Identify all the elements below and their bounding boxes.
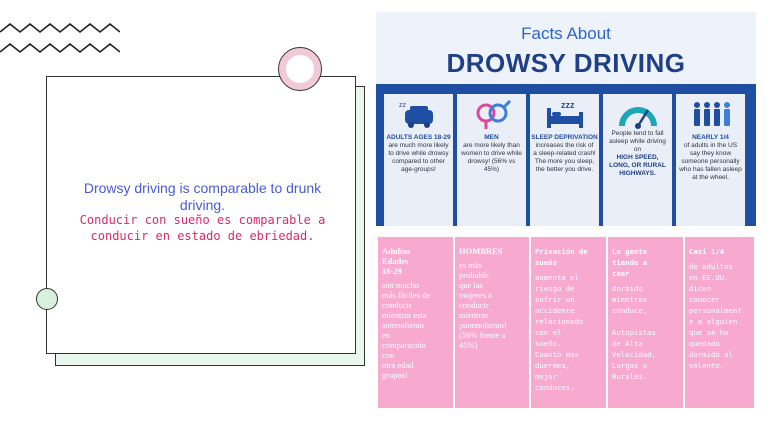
infographic-header bbox=[376, 12, 756, 84]
tile-title: SLEEP DEPRIVATION bbox=[531, 134, 598, 141]
bed-icon bbox=[543, 98, 587, 130]
speedometer-icon bbox=[616, 98, 660, 130]
circle-decoration bbox=[36, 288, 58, 310]
table-column bbox=[531, 237, 606, 408]
spanish-translation-table bbox=[378, 237, 754, 408]
spanish-text: Conducir con sueño es comparable a conducir en estado de ebriedad. bbox=[79, 213, 326, 243]
infographic-tile bbox=[603, 94, 672, 226]
tile-text: are more likely than women to drive while drowsy! (56% vs 45%) bbox=[461, 142, 522, 173]
column-heading: HOMBRES bbox=[459, 246, 503, 256]
column-heading: Casi 1/4 bbox=[689, 247, 725, 256]
table-column bbox=[378, 237, 453, 408]
svg-text:zzz: zzz bbox=[560, 100, 574, 110]
tile-title: MEN bbox=[484, 134, 499, 141]
column-heading: La gente tiende a caer bbox=[612, 247, 648, 278]
infographic-title: DROWSY DRIVING bbox=[446, 48, 686, 78]
sleeping-car-icon bbox=[397, 98, 441, 130]
infographic-tile bbox=[530, 94, 599, 226]
tile-title: ADULTS AGES 18-29 bbox=[386, 134, 451, 141]
column-body: son mucho más fáciles de conducir mientras esta somnoliento en comparación con otra edad grupos! bbox=[382, 280, 431, 380]
tile-text: increases the risk of a sleep-related crash! The more you sleep, the better you drive. bbox=[533, 142, 596, 173]
tile-title: NEARLY 1/4 bbox=[692, 134, 729, 141]
drowsy-driving-infographic bbox=[376, 12, 756, 226]
tile-text: are much more likely to drive while drowsy compared to other age-groups! bbox=[388, 142, 449, 173]
table-column bbox=[685, 237, 754, 408]
column-body: de adultos en EE.UU. dicen conocer personalment e a alguien que se ha quedado dormido al volante. bbox=[689, 262, 742, 370]
column-body: es más probable que las mujeres a conducir mientras ¡somnoliento! (56% frente a 45%) bbox=[459, 260, 507, 350]
infographic-subtitle: Facts About bbox=[521, 24, 611, 43]
infographic-tile bbox=[676, 94, 745, 226]
tile-text: People tend to fall asleep while driving on bbox=[609, 130, 666, 153]
column-heading: Adultos Edades 18-29 bbox=[382, 246, 411, 276]
people-group-icon bbox=[689, 98, 733, 130]
svg-text:zz: zz bbox=[398, 102, 406, 109]
tile-text: of adults in the US say they know someone personally who has fallen asleep at the wheel. bbox=[679, 142, 742, 181]
ring-decoration bbox=[279, 48, 321, 90]
tile-bold-text: HIGH SPEED, LONG, OR RURAL HIGHWAYS. bbox=[609, 154, 666, 177]
infographic-tile bbox=[457, 94, 526, 226]
table-column bbox=[608, 237, 683, 408]
infographic-tile bbox=[384, 94, 453, 226]
column-body: dormido mientras conduce, Autopistas de Alta Velocidad, Largas o Rurales. bbox=[612, 284, 656, 381]
column-body: aumenta el riesgo de sufrir un accidente relacionado con el sueño. Cuanto más duermes, mejor conduces. bbox=[535, 273, 584, 392]
table-column bbox=[455, 237, 529, 408]
zigzag-decoration bbox=[0, 20, 120, 70]
english-text: Drowsy driving is comparable to drunk driving. bbox=[83, 180, 322, 213]
gender-symbols-icon bbox=[470, 98, 514, 130]
column-heading: Privación de sueño bbox=[535, 247, 588, 267]
